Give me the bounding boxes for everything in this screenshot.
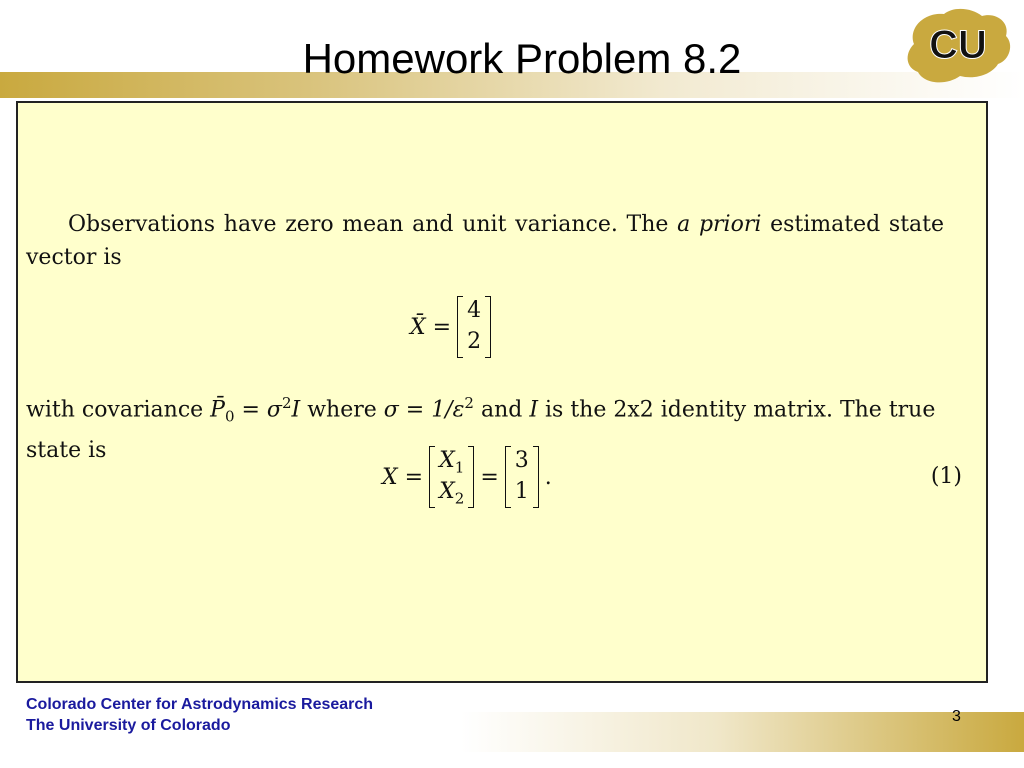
para1-italic: a priori bbox=[677, 212, 762, 237]
slide-title: Homework Problem 8.2 bbox=[302, 35, 742, 82]
para2-text-c: and bbox=[473, 397, 530, 423]
logo-text: CU bbox=[929, 23, 987, 67]
para2-math-pbar: P̄ bbox=[210, 397, 225, 423]
equation-true-state bbox=[382, 446, 552, 508]
eq2-period: . bbox=[544, 464, 552, 490]
eq2-num-row2: 1 bbox=[514, 479, 529, 504]
para2-text-a: with covariance bbox=[26, 397, 211, 423]
para2-sup2b: 2 bbox=[464, 394, 474, 412]
page-number: 3 bbox=[952, 708, 961, 725]
para2-text-b: where bbox=[300, 397, 384, 423]
equation-number: (1) bbox=[930, 464, 962, 489]
eq2-num-row1: 3 bbox=[514, 448, 529, 473]
para2-math-i2: I bbox=[529, 397, 539, 423]
eq1-vec-row1: 4 bbox=[467, 298, 482, 323]
para2-sup2: 2 bbox=[281, 394, 292, 412]
footer-line1: Colorado Center for Astrodynamics Research bbox=[26, 696, 374, 713]
cu-logo-icon bbox=[900, 4, 1020, 90]
eq2-numeric-vector bbox=[505, 446, 539, 508]
eq1-lhs: X̄ = bbox=[410, 314, 452, 340]
para2-text-d: is the 2x2 identity matrix. The true state is bbox=[26, 397, 936, 463]
footer-line2: The University of Colorado bbox=[26, 717, 231, 734]
para2-math-eps: σ = 1/ε bbox=[383, 397, 465, 423]
eq2-lhs: X = bbox=[382, 464, 424, 490]
eq1-vec-row2: 2 bbox=[467, 329, 482, 354]
footer-text bbox=[26, 694, 373, 736]
para2-math-i: I bbox=[291, 397, 301, 423]
equation-apriori-state bbox=[410, 296, 497, 358]
eq2-symbol-vector bbox=[429, 446, 474, 508]
para2-math-sigma: = σ bbox=[234, 397, 282, 423]
eq2-sym-row1: $X_1$ bbox=[439, 448, 465, 477]
eq2-sym-row2: $X_2$ bbox=[439, 479, 465, 508]
paragraph-apriori bbox=[26, 208, 944, 274]
para1-text-b: estimated state vector is bbox=[26, 212, 945, 270]
para1-text-a: Observations have zero mean and unit variance. The bbox=[68, 212, 678, 237]
para2-sub0: 0 bbox=[224, 407, 235, 426]
eq2-equals: = bbox=[480, 464, 499, 490]
eq1-vector bbox=[457, 296, 491, 358]
